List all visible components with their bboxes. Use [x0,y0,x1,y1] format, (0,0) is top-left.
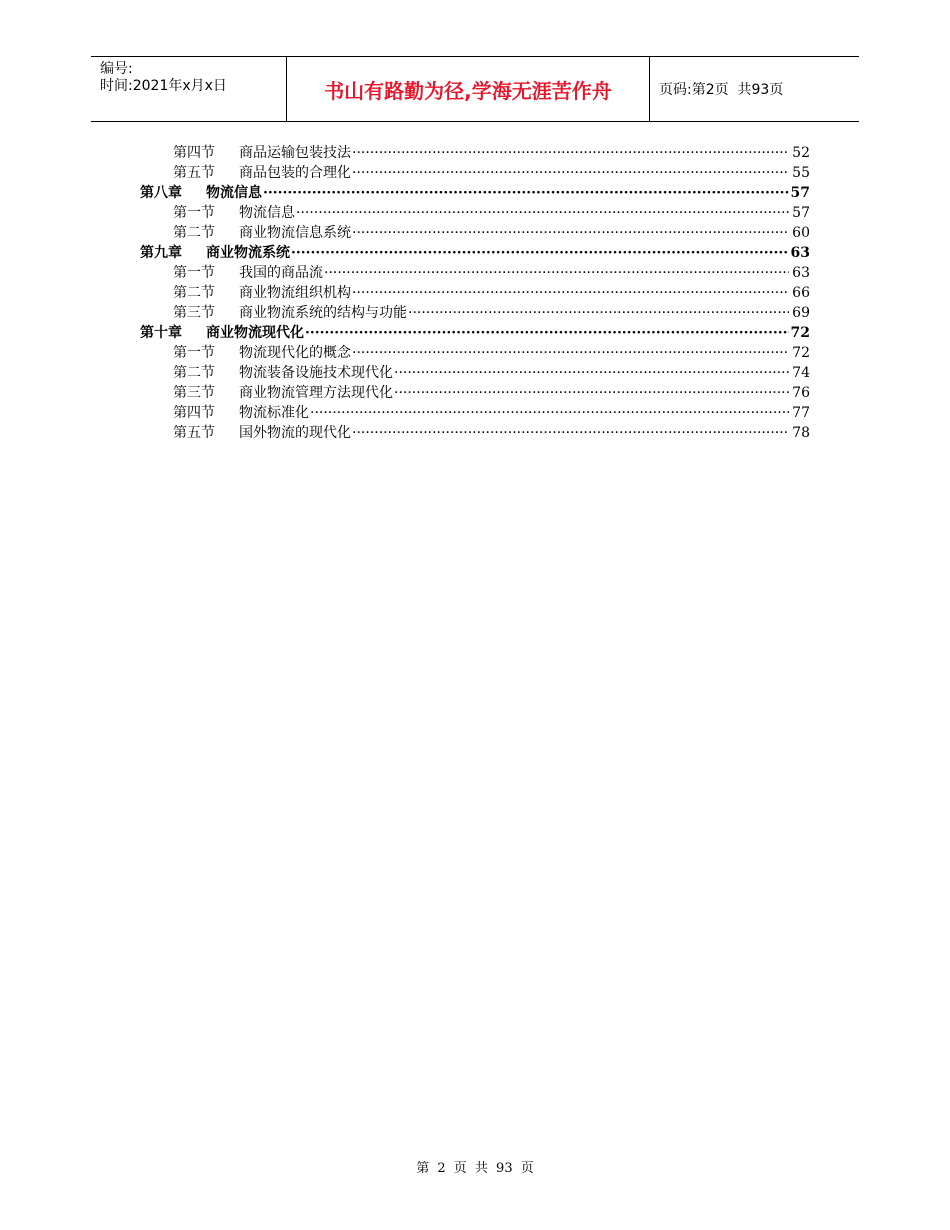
page-header [91,56,859,122]
toc-entry-title: 我国的商品流 [239,265,323,281]
toc-chapter-entry[interactable] [0,243,950,263]
toc-entry-title: 商业物流现代化 [206,325,304,341]
toc-entry-label [173,303,407,323]
toc-section-entry[interactable] [0,403,950,423]
toc-entry-page-number: 52 [792,145,810,161]
toc-entry-page-number: 60 [792,225,810,241]
toc-entry-number: 第四节 [173,405,215,421]
toc-entry-number: 第一节 [173,265,215,281]
toc-entry-label [173,143,351,163]
toc-entry-title: 商品包装的合理化 [239,165,351,181]
toc-entry-title: 商品运输包装技法 [239,145,351,161]
toc-section-entry[interactable] [0,203,950,223]
toc-entry-label [173,403,309,423]
toc-entry-page-number: 74 [792,365,810,381]
toc-entry-label [173,423,351,443]
toc-dot-leader [310,403,789,423]
toc-entry-page-number: 63 [792,265,810,281]
toc-dot-leader [324,263,789,283]
header-page-info: 页码:第2页 共93页 [659,82,784,98]
toc-entry-number: 第五节 [173,425,215,441]
toc-entry-title: 物流装备设施技术现代化 [239,365,393,381]
toc-dot-leader [394,383,789,403]
toc-entry-title: 国外物流的现代化 [239,425,351,441]
toc-section-entry[interactable] [0,283,950,303]
toc-entry-label [173,163,351,183]
toc-entry-page-number: 72 [792,345,810,361]
toc-entry-page-number: 55 [792,165,810,181]
document-time-label: 时间:2021年x月x日 [100,78,227,94]
toc-section-entry[interactable] [0,423,950,443]
toc-dot-leader [394,363,789,383]
toc-entry-number: 第二节 [173,285,215,301]
toc-entry-page-number: 72 [790,325,810,341]
toc-chapter-entry[interactable] [0,183,950,203]
toc-entry-number: 第二节 [173,365,215,381]
toc-entry-number: 第四节 [173,145,215,161]
toc-dot-leader [352,283,789,303]
toc-entry-page-number: 57 [792,205,810,221]
toc-dot-leader [352,223,789,243]
toc-entry-label [140,243,290,263]
toc-entry-number: 第五节 [173,165,215,181]
toc-dot-leader [296,203,789,223]
toc-entry-title: 商业物流信息系统 [239,225,351,241]
toc-entry-label [140,183,262,203]
toc-section-entry[interactable] [0,223,950,243]
header-motto: 书山有路勤为径,学海无涯苦作舟 [287,57,650,121]
toc-entry-page-number: 77 [792,405,810,421]
toc-dot-leader [291,243,789,263]
toc-entry-title: 物流信息 [239,205,295,221]
toc-entry-title: 商业物流组织机构 [239,285,351,301]
toc-entry-number: 第三节 [173,305,215,321]
toc-entry-label [173,343,351,363]
toc-entry-page-number: 69 [792,305,810,321]
toc-entry-label [173,263,323,283]
toc-section-entry[interactable] [0,303,950,323]
toc-entry-title: 商业物流管理方法现代化 [239,385,393,401]
toc-dot-leader [352,163,789,183]
toc-entry-number: 第一节 [173,205,215,221]
toc-dot-leader [352,143,789,163]
toc-entry-page-number: 63 [790,245,810,261]
toc-entry-label [140,323,304,343]
toc-entry-label [173,383,393,403]
toc-dot-leader [263,183,789,203]
toc-entry-number: 第八章 [140,185,182,201]
toc-entry-label [173,203,295,223]
toc-entry-label [173,283,351,303]
toc-chapter-entry[interactable] [0,323,950,343]
toc-entry-number: 第三节 [173,385,215,401]
toc-dot-leader [305,323,789,343]
toc-dot-leader [352,423,789,443]
toc-entry-title: 物流标准化 [239,405,309,421]
toc-section-entry[interactable] [0,343,950,363]
document-number-label: 编号: [100,61,133,77]
toc-entry-number: 第十章 [140,325,182,341]
toc-dot-leader [408,303,789,323]
toc-entry-page-number: 78 [792,425,810,441]
toc-entry-title: 商业物流系统的结构与功能 [239,305,407,321]
toc-entry-number: 第二节 [173,225,215,241]
toc-entry-number: 第一节 [173,345,215,361]
toc-entry-title: 物流现代化的概念 [239,345,351,361]
toc-entry-label [173,363,393,383]
toc-entry-page-number: 57 [790,185,810,201]
toc-entry-page-number: 66 [792,285,810,301]
toc-entry-number: 第九章 [140,245,182,261]
toc-entry-page-number: 76 [792,385,810,401]
page-footer: 第 2 页 共 93 页 [416,1161,534,1176]
table-of-contents [0,143,950,443]
toc-dot-leader [352,343,789,363]
toc-section-entry[interactable] [0,263,950,283]
toc-section-entry[interactable] [0,163,950,183]
toc-entry-title: 物流信息 [206,185,262,201]
toc-section-entry[interactable] [0,143,950,163]
toc-entry-title: 商业物流系统 [206,245,290,261]
header-meta [91,57,287,121]
toc-entry-label [173,223,351,243]
toc-section-entry[interactable] [0,363,950,383]
toc-section-entry[interactable] [0,383,950,403]
